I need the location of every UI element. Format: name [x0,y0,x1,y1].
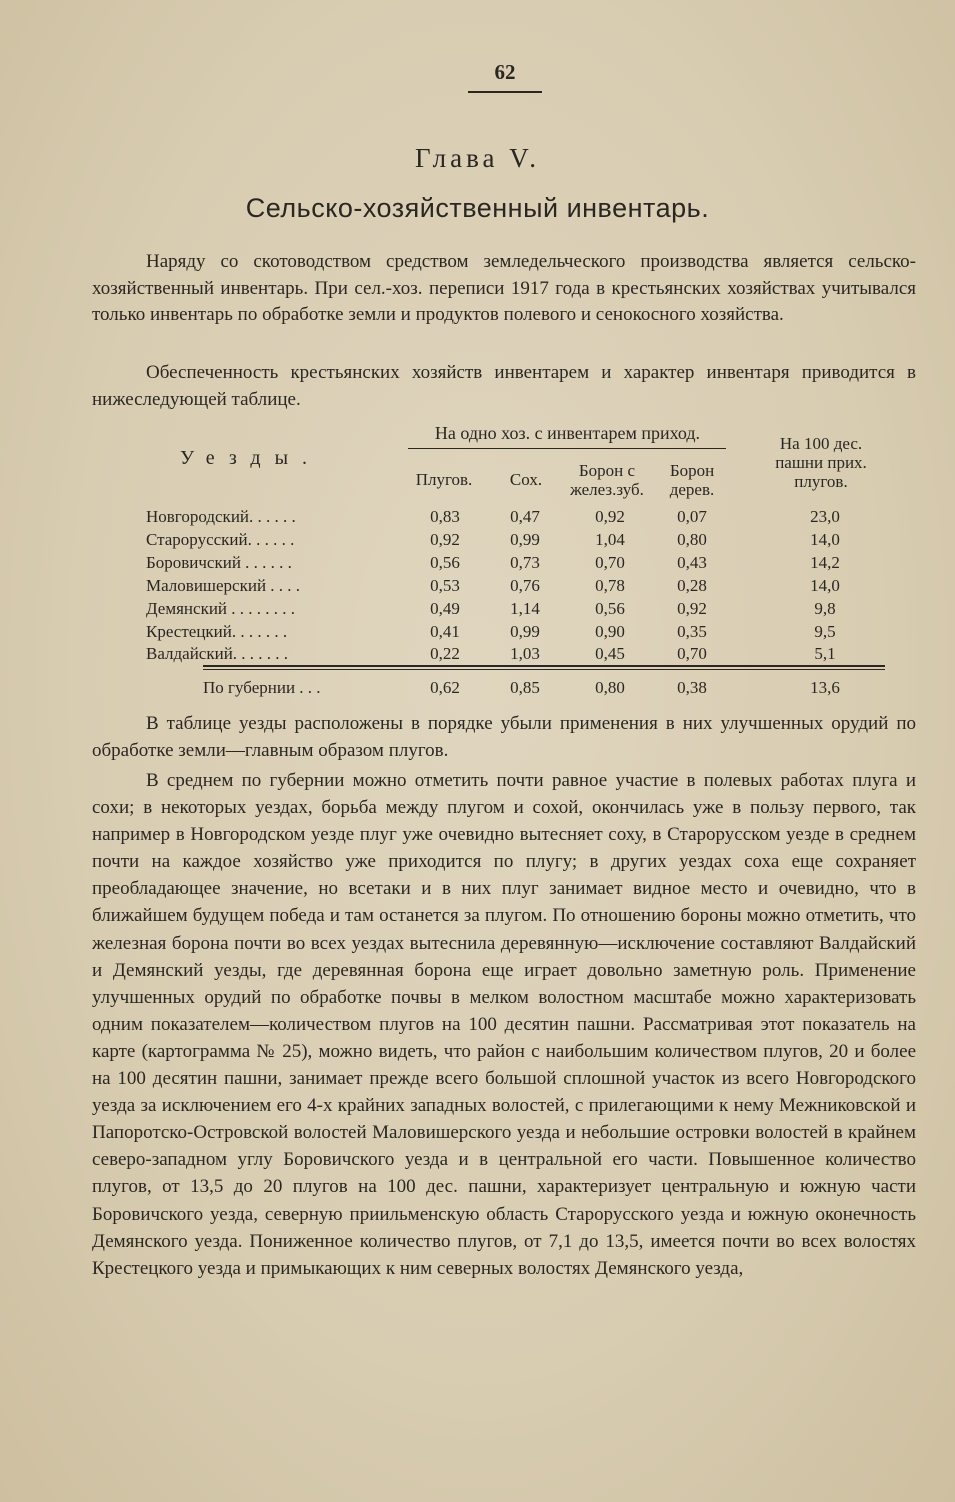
harrow-wood-value: 0,80 [677,530,707,549]
harrow-iron-value: 0,70 [595,553,625,572]
header-group-rule [408,448,726,449]
ploughs-value: 0,41 [430,622,460,641]
county-name: Демянский . . . . . . . . [146,599,296,618]
total-divider-thin [203,669,885,670]
harrow-wood-value: 0,28 [677,576,707,595]
harrow-wood-value: 0,07 [677,507,707,526]
page-number: 62 [468,60,542,93]
ploughs-value: 0,53 [430,576,460,595]
per100-value: 14,0 [810,576,840,595]
table-row [0,530,955,554]
harrow-iron-value: 1,04 [595,530,625,549]
per100-value: 13,6 [810,678,840,697]
sokhas-value: 0,47 [510,507,540,526]
total-label: По губернии . . . [203,678,321,697]
harrow-iron-value: 0,78 [595,576,625,595]
county-name: Валдайский. . . . . . . [146,644,289,663]
harrow-iron-value: 0,80 [595,678,625,697]
harrow-wood-value: 0,38 [677,678,707,697]
ploughs-value: 0,92 [430,530,460,549]
harrow-wood-value: 0,43 [677,553,707,572]
per100-value: 9,5 [814,622,836,641]
per100-value: 23,0 [810,507,840,526]
harrow-wood-value: 0,92 [677,599,707,618]
harrow-iron-value: 0,92 [595,507,625,526]
sokhas-value: 0,99 [510,622,540,641]
header-per-100: На 100 дес. пашни прих. плугов. [775,434,867,491]
ploughs-value: 0,83 [430,507,460,526]
county-name: Крестецкий. . . . . . . [146,622,288,641]
county-name: Боровичский . . . . . . [146,553,292,572]
per100-value: 5,1 [814,644,836,663]
sokhas-value: 0,99 [510,530,540,549]
harrow-wood-value: 0,35 [677,622,707,641]
header-harrow-iron: Борон с желез.зуб. [570,461,644,499]
section-title: Сельско-хозяйственный инвентарь. [245,193,710,223]
harrow-wood-value: 0,70 [677,644,707,663]
harrow-iron-value: 0,56 [595,599,625,618]
total-divider [203,665,885,667]
chapter-heading: Глава V. [415,143,540,173]
header-group: На одно хоз. с инвентарем приход. [434,423,701,443]
per100-value: 9,8 [814,599,836,618]
intro-paragraph-1: Наряду со скотоводством средством земледельческого производства является сельско-хозяйственный инвентарь. При сел.-хоз. переписи 1917 года в крестьянских хозяйствах учитывался только инвентарь по обработке земли и продуктов полевого и сенокосного хозяйства. [92,251,916,326]
ploughs-value: 0,62 [430,678,460,697]
body-paragraph-1: В таблице уезды расположены в порядке убыли применения в них улучшенных орудий по обработке земли—главным образом плугов. [92,713,916,761]
sokhas-value: 1,14 [510,599,540,618]
ploughs-value: 0,49 [430,599,460,618]
sokhas-value: 1,03 [510,644,540,663]
intro-paragraph-2: Обеспеченность крестьянских хозяйств инвентарем и характер инвентаря приводится в нижеследующей таблице. [92,362,916,410]
table-row-total [0,678,955,702]
table-row [0,507,955,531]
header-county: Уезды. [180,447,322,469]
sokhas-value: 0,76 [510,576,540,595]
county-name: Маловишерский . . . . [146,576,301,595]
table-row [0,599,955,623]
table-row [0,622,955,646]
header-ploughs: Плугов. [415,470,473,489]
harrow-iron-value: 0,45 [595,644,625,663]
ploughs-value: 0,22 [430,644,460,663]
header-sokhas: Сох. [509,470,543,489]
harrow-iron-value: 0,90 [595,622,625,641]
per100-value: 14,2 [810,553,840,572]
county-name: Новгородский. . . . . . [146,507,296,526]
header-harrow-wood: Борон дерев. [669,461,715,499]
sokhas-value: 0,85 [510,678,540,697]
body-paragraph-2: В среднем по губернии можно отметить почти равное участие в полевых работах плуга и сохи; в некоторых уездах, борьба между плугом и сохой, окончилась уже в пользу первого, так например в Новгородском уезде плуг уже очевидно вытесняет соху, в Старорусском уезде в среднем почти на каждое хозяйство уже приходится по плугу; в других уездах соха еще сохраняет преобладающее значение, но всетаки и в них плуг занимает видное место и очевидно, что в ближайшем будущем победа и там останется за плугом. По отношению бороны можно отметить, что железная борона почти во всех уездах вытеснила деревянную—исключение составляют Валдайский и Демянский уезды, где деревянная борона еще играет довольно заметную роль. Применение улучшенных орудий по обработке почвы в мелком волостном масштабе можно характеризовать одним показателем—количеством плугов на 100 десятин пашни. Рассматривая этот показатель на карте (картограмма № 25), можно видеть, что район с наибольшим количеством плугов, 20 и более на 100 десятин пашни, занимает прежде всего большой сплошной участок из всего Новгородского уезда за исключением его 4-х крайних западных волостей, с прилегающими к нему Межниковской и Папоротско-Островской волостей Маловишерского уезда и небольшие островки волостей в крайнем северо-западном углу Боровичского уезда и в центральной его части. Повышенное количество плугов, от 13,5 до 20 плугов на 100 дес. пашни, характеризует центральную и южную части Боровичского уезда, северную приильменскую область Старорусского уезда и южную оконечность Демянского уезда. Пониженное количество плугов, от 7,1 до 13,5, имеется почти во всех волостях Крестецкого уезда и примыкающих к ним северных волостях Демянского уезда, [92,770,916,1279]
table-row [0,553,955,577]
ploughs-value: 0,56 [430,553,460,572]
sokhas-value: 0,73 [510,553,540,572]
county-name: Старорусский. . . . . . [146,530,295,549]
table-row [0,576,955,600]
per100-value: 14,0 [810,530,840,549]
